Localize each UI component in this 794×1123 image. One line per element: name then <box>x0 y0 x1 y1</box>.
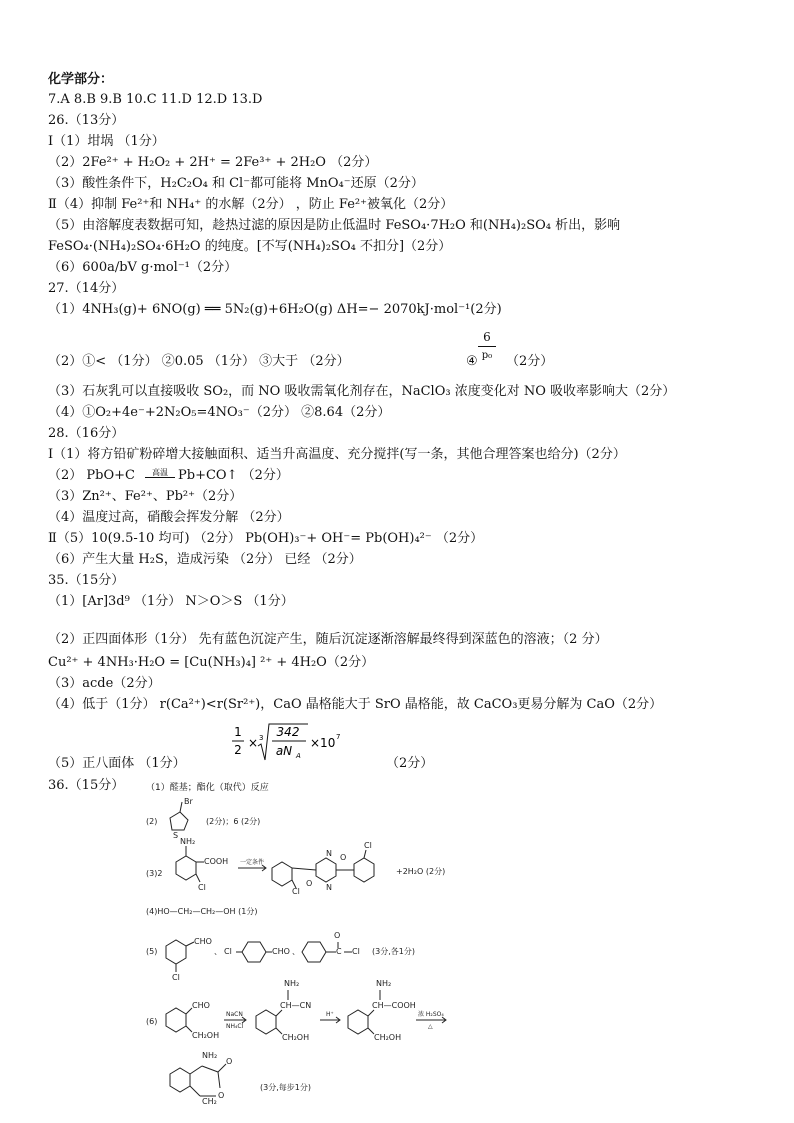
q35-line: Cu²⁺ + 4NH₃·H₂O = [Cu(NH₃)₄] ²⁺ + 4H₂O（2分） <box>48 655 375 670</box>
svg-text:N: N <box>326 849 332 858</box>
q26-line: Ⅰ（1）坩埚 （1分） <box>48 134 165 149</box>
thiophene-ring <box>170 812 188 830</box>
q35-line: （1）[Ar]3d⁹ （1分） N＞O＞S （1分） <box>48 594 294 609</box>
svg-text:CH₂OH: CH₂OH <box>192 1031 220 1040</box>
svg-text:CH₂: CH₂ <box>202 1097 217 1106</box>
svg-text:Cl: Cl <box>364 841 372 850</box>
power: 7 <box>336 733 341 741</box>
svg-text:CH—COOH: CH—COOH <box>372 1001 416 1010</box>
q35-title: 35.（15分） <box>48 573 125 588</box>
times-power: ×10 <box>310 736 336 750</box>
p4-text: (4)HO—CH₂—CH₂—OH (1分) <box>146 907 258 916</box>
q27-fraction <box>478 330 496 363</box>
q27-score: （2分） <box>506 354 554 369</box>
svg-text:O: O <box>340 853 347 862</box>
p3-label: (3)2 <box>146 869 163 878</box>
q27-line: （1）4NH₃(g)+ 6NO(g) ══ 5N₂(g)+6H₂O(g) ΔH=− 2070kJ·mol⁻¹(2分) <box>48 302 502 317</box>
svg-text:NH₂: NH₂ <box>202 1051 218 1060</box>
section-header: 化学部分： <box>48 72 114 87</box>
root-denominator: aN <box>275 744 293 758</box>
fraction-numerator: 6 <box>483 330 491 344</box>
reaction-condition: 高温 <box>145 468 175 478</box>
benzene-ring <box>176 856 196 880</box>
diketopiperazine-ring <box>316 858 336 882</box>
q35-line: （3）acde（2分） <box>48 676 161 691</box>
svg-text:N: N <box>326 883 332 892</box>
svg-text:NH₂: NH₂ <box>284 979 300 988</box>
q28-line: （2） PbO+C <box>48 468 135 483</box>
p6-reagent3b: △ <box>428 1023 433 1030</box>
p6-reagent1b: NH₄Cl <box>226 1023 244 1030</box>
q35-line: （5）正八面体 （1分） <box>48 756 186 771</box>
p6-reagent3: 浓 H₂SO₄ <box>418 1011 444 1018</box>
svg-text:COOH: COOH <box>204 857 229 866</box>
benzene-ring <box>256 1010 276 1034</box>
svg-text:Cl: Cl <box>198 883 206 892</box>
density-formula <box>228 722 348 770</box>
formula-frac-den: 2 <box>234 743 242 757</box>
svg-text:O: O <box>218 1091 225 1100</box>
svg-text:O: O <box>306 879 313 888</box>
q26-line: （3）酸性条件下，H₂C₂O₄ 和 Cl⁻都可能将 MnO₄⁻还原（2分） <box>48 176 424 191</box>
svg-text:Cl: Cl <box>352 947 360 956</box>
p3-tail: +2H₂O (2分) <box>396 867 446 876</box>
root-den-sub: A <box>296 752 301 760</box>
q28-line: Ⅰ（1）将方铅矿粉碎增大接触面积、适当升高温度、充分搅拌(写一条，其他合理答案也给分)（2分） <box>48 447 626 462</box>
p6-score: (3分,每步1分) <box>260 1083 311 1092</box>
q26-line: FeSO₄·(NH₄)₂SO₄·6H₂O 的纯度。[不写(NH₄)₂SO₄ 不扣分]（2分） <box>48 239 452 254</box>
q28-line: （6）产生大量 H₂S，造成污染 （2分） 已经 （2分） <box>48 552 362 567</box>
q27-title: 27.（14分） <box>48 281 125 296</box>
q28-line: （3）Zn²⁺、Fe²⁺、Pb²⁺（2分） <box>48 489 243 504</box>
svg-text:O: O <box>226 1057 233 1066</box>
svg-text:Cl: Cl <box>224 947 232 956</box>
q35-score: （2分） <box>386 756 434 771</box>
svg-text:、: 、 <box>292 947 300 956</box>
root-index: 3 <box>259 734 264 742</box>
q28-line: Pb+CO↑ （2分） <box>178 468 289 483</box>
svg-text:Br: Br <box>184 797 193 806</box>
q36-title: 36.（15分） <box>48 778 125 793</box>
formula-frac-num: 1 <box>234 725 242 739</box>
p2-score: (2分)；6 (2分) <box>206 817 261 826</box>
svg-text:Cl: Cl <box>172 973 180 982</box>
svg-text:CHO: CHO <box>272 947 290 956</box>
q26-line: （2）2Fe²⁺ + H₂O₂ + 2H⁺ = 2Fe³⁺ + 2H₂O （2分） <box>48 155 378 170</box>
svg-text:CHO: CHO <box>194 937 212 946</box>
benzene-ring <box>170 1068 190 1092</box>
q27-line: （3）石灰乳可以直接吸收 SO₂，而 NO 吸收需氧化剂存在，NaClO₃ 浓度变化对 NO 吸收率影响大（2分） <box>48 384 676 399</box>
svg-text:CH₂OH: CH₂OH <box>374 1033 402 1042</box>
q36-structures <box>140 796 560 1106</box>
p3-condition: 一定条件 <box>240 859 265 866</box>
svg-text:S: S <box>173 831 179 840</box>
p6-label: (6) <box>146 1017 158 1026</box>
svg-text:O: O <box>334 931 341 940</box>
q26-line: Ⅱ（4）抑制 Fe²⁺和 NH₄⁺ 的水解（2分） ，防止 Fe²⁺被氧化（2分） <box>48 197 454 212</box>
q26-title: 26.（13分） <box>48 113 125 128</box>
q35-line: （4）低于（1分） r(Ca²⁺)<r(Sr²⁺)，CaO 晶格能大于 SrO 晶格能，故 CaCO₃更易分解为 CaO（2分） <box>48 697 663 712</box>
multiple-choice-answers: 7.A 8.B 9.B 10.C 11.D 12.D 13.D <box>48 92 263 107</box>
p2-label: (2) <box>146 817 158 826</box>
fraction-bar <box>478 346 496 347</box>
q27-item4-prefix: ④ <box>466 354 478 369</box>
q27-line: （4）①O₂+4e⁻+2N₂O₅=4NO₃⁻（2分） ②8.64（2分） <box>48 405 391 420</box>
p6-reagent1: NaCN <box>226 1011 243 1018</box>
svg-text:C: C <box>336 947 342 956</box>
fraction-denominator: p₀ <box>481 350 493 361</box>
q28-line: （4）温度过高，硝酸会挥发分解 （2分） <box>48 510 290 525</box>
q35-line: （2）正四面体形（1分） 先有蓝色沉淀产生，随后沉淀逐渐溶解最终得到深蓝色的溶液；（2 分） <box>48 632 608 647</box>
benzene-ring <box>272 862 292 886</box>
benzene-ring <box>166 940 186 964</box>
svg-text:CH—CN: CH—CN <box>280 1001 312 1010</box>
benzene-ring <box>166 1008 186 1032</box>
q26-line: （5）由溶解度表数据可知，趁热过滤的原因是防止低温时 FeSO₄·7H₂O 和(NH₄)₂SO₄ 析出，影响 <box>48 218 621 233</box>
svg-text:NH₂: NH₂ <box>180 837 196 846</box>
p5-score: (3分,各1分) <box>372 947 415 956</box>
q28-title: 28.（16分） <box>48 426 125 441</box>
svg-text:、: 、 <box>214 947 222 956</box>
svg-text:CH₂OH: CH₂OH <box>282 1033 310 1042</box>
svg-text:NH₂: NH₂ <box>376 979 392 988</box>
root-numerator: 342 <box>276 725 300 739</box>
p5-label: (5) <box>146 947 158 956</box>
q36-part1: （1）醛基；酯化（取代）反应 <box>146 783 269 793</box>
p6-reagent2: H⁺ <box>326 1011 334 1018</box>
benzene-ring <box>302 942 326 962</box>
benzene-ring <box>348 1010 368 1034</box>
benzene-ring <box>242 942 266 962</box>
q27-line: （2）①< （1分） ②0.05 （1分） ③大于 （2分） <box>48 354 350 369</box>
svg-text:×: × <box>248 736 259 750</box>
svg-text:Cl: Cl <box>292 887 300 896</box>
benzene-ring <box>354 858 374 882</box>
svg-text:CHO: CHO <box>192 1001 210 1010</box>
q26-line: （6）600a/bV g·mol⁻¹（2分） <box>48 260 238 275</box>
q28-line: Ⅱ（5）10(9.5-10 均可) （2分） Pb(OH)₃⁻+ OH⁻= Pb(OH)₄²⁻ （2分） <box>48 531 484 546</box>
